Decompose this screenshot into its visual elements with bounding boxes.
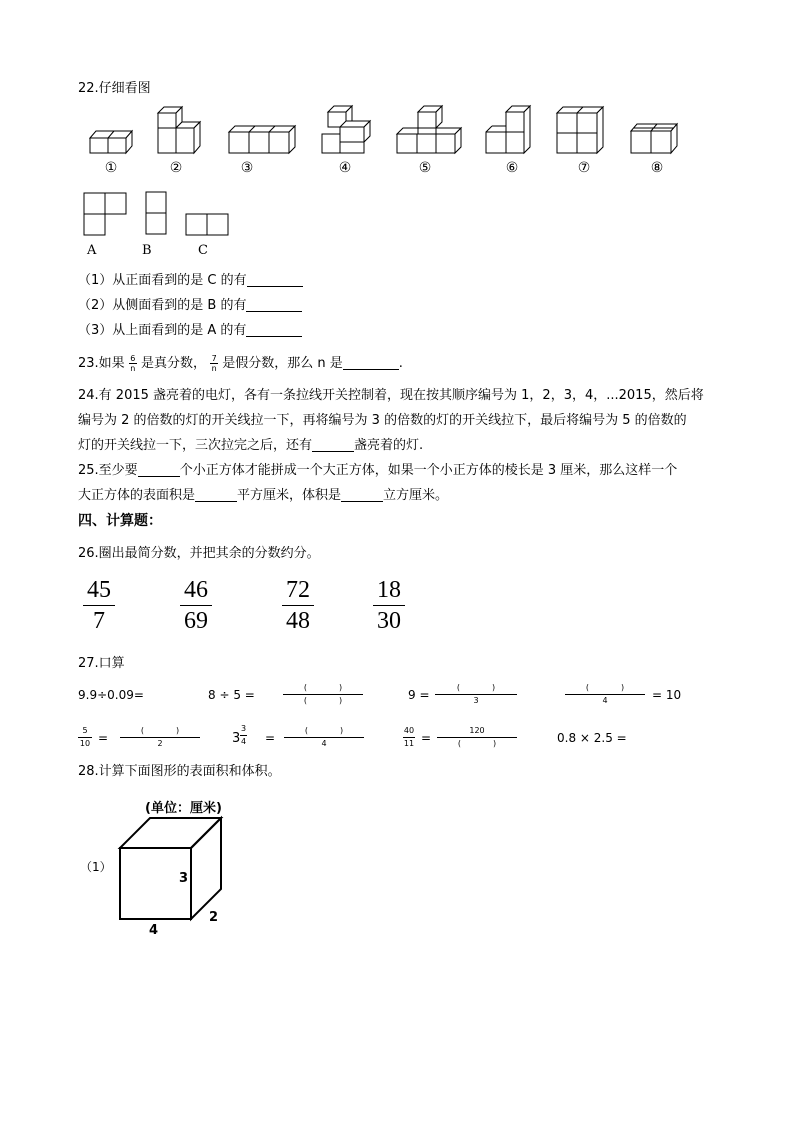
fraction-5-10: 5 10: [79, 726, 91, 748]
expr-9-eq: 9 =: [408, 688, 430, 702]
answer-fraction[interactable]: ( ) 4: [284, 726, 364, 749]
fraction-7-n: $\frac{7}{n}$: [211, 354, 217, 373]
q22-sub3: （3）从上面看到的是 A 的有: [78, 322, 302, 340]
answer-fraction[interactable]: 120 ( ): [437, 726, 517, 749]
fraction-6-n: $\frac{6}{n}$: [130, 354, 136, 373]
view-label-b: B: [142, 243, 152, 258]
expr-8-div-5: 8 ÷ 5 =: [208, 688, 255, 702]
figure-label-4: ④: [338, 160, 352, 176]
q23: 23.如果 $\frac{6}{n}$ 是真分数， $\frac{7}{n}$ 是假分数，那么 n 是 .: [78, 354, 403, 373]
figure-label-7: ⑦: [577, 160, 591, 176]
mixed-number-whole: 3: [232, 731, 241, 746]
q25-line1: 25.至少要 个小正方体才能拼成一个大正方体，如果一个小正方体的棱长是 3 厘米，那么这样一个: [78, 463, 678, 478]
q24-line3: 灯的开关线拉一下，三次拉完之后，还有 盏亮着的灯.: [78, 438, 424, 453]
unit-label: (单位：厘米): [145, 801, 222, 816]
q28-sub1: （1）: [80, 860, 112, 874]
expr-eq-10: = 10: [652, 688, 682, 702]
dimension-depth: 2: [209, 910, 219, 925]
q24-line1: 24.有 2015 盏亮着的电灯，各有一条拉线开关控制着，现在按其顺序编号为 1，2，3，4，...2015，然后将: [78, 388, 704, 403]
equals-sign: =: [265, 731, 276, 745]
equals-sign: =: [98, 731, 109, 745]
fraction-45-7[interactable]: 45 7: [79, 577, 119, 634]
q26-title: 26.圈出最简分数，并把其余的分数约分。: [78, 546, 320, 561]
view-label-c: C: [198, 243, 208, 258]
q24-line2: 编号为 2 的倍数的灯的开关线拉一下，再将编号为 3 的倍数的灯的开关线拉下，最后将编号为 5 的倍数的: [78, 413, 687, 428]
q22-sub2: （2）从侧面看到的是 B 的有: [78, 297, 302, 315]
answer-fraction[interactable]: ( ) 4: [565, 683, 645, 706]
figure-label-1: ①: [104, 160, 118, 176]
q22-sub1: （1）从正面看到的是 C 的有: [78, 272, 303, 290]
equals-sign: =: [421, 731, 432, 745]
dimension-height: 3: [179, 871, 189, 886]
figure-label-3: ③: [240, 160, 254, 176]
q22-title: 22.仔细看图: [78, 81, 151, 96]
figure-label-2: ②: [169, 160, 183, 176]
section-heading: 四、计算题：: [78, 513, 162, 529]
figure-label-5: ⑤: [418, 160, 432, 176]
fraction-40-11: 40 11: [403, 726, 415, 748]
figure-label-6: ⑥: [505, 160, 519, 176]
q27-title: 27.口算: [78, 656, 125, 671]
figure-label-8: ⑧: [650, 160, 664, 176]
q25-line2: 大正方体的表面积是 平方厘米，体积是 立方厘米。: [78, 488, 449, 503]
fraction-46-69[interactable]: 46 69: [176, 577, 216, 634]
answer-fraction[interactable]: ( ) ( ): [283, 683, 363, 706]
dimension-width: 4: [149, 923, 159, 938]
q28-title: 28.计算下面图形的表面积和体积。: [78, 764, 281, 779]
expr-0-8-times-2-5: 0.8 × 2.5 =: [557, 731, 627, 745]
mixed-number-fraction: 3 4: [240, 724, 247, 746]
fraction-72-48[interactable]: 72 48: [278, 577, 318, 634]
answer-fraction[interactable]: ( ) 3: [435, 683, 517, 706]
answer-fraction[interactable]: ( ) 2: [120, 726, 200, 749]
fraction-18-30[interactable]: 18 30: [369, 577, 409, 634]
expr-9-9-div-0-09: 9.9÷0.09=: [78, 688, 144, 702]
view-label-a: A: [87, 243, 97, 258]
